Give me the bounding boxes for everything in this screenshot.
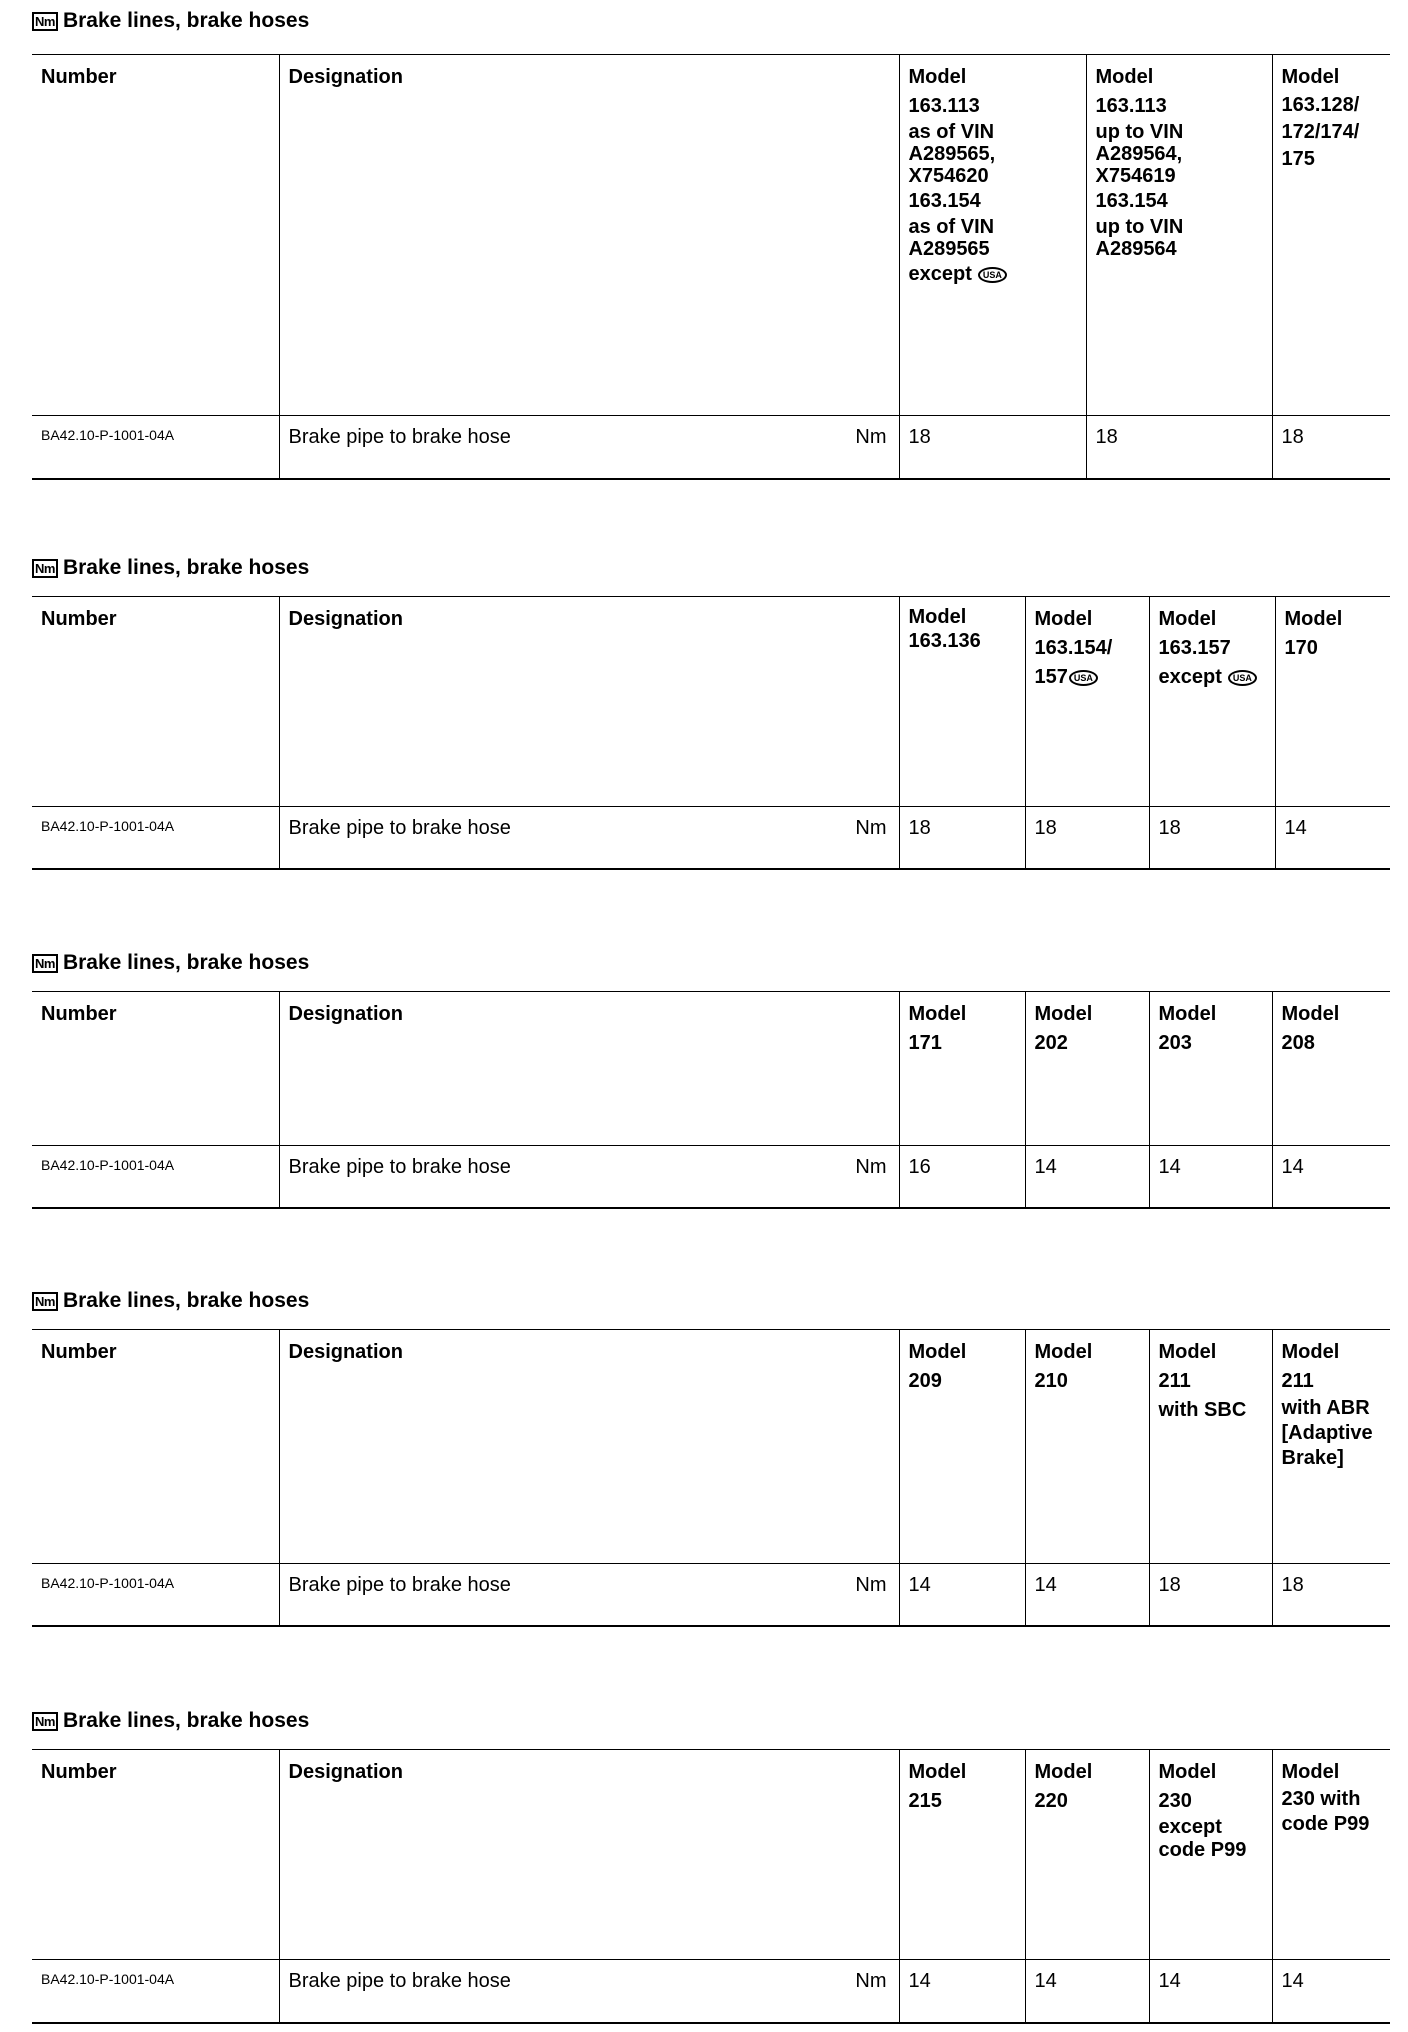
header-model <box>899 55 1086 416</box>
section-heading <box>32 1706 309 1736</box>
header-model <box>1272 1750 1390 1960</box>
usa-icon: USA <box>1228 670 1257 686</box>
model-number: 202 <box>1034 1032 1068 1054</box>
header-model <box>899 992 1025 1146</box>
row-number: BA42.10-P-1001-04A <box>32 807 279 870</box>
header-model <box>1025 1750 1149 1960</box>
section-title: Brake lines, brake hoses <box>62 9 310 32</box>
header-model <box>1272 992 1390 1146</box>
table-header-row <box>32 55 1390 416</box>
model-label: Model <box>908 606 967 628</box>
model-number: 163.154/ <box>1034 637 1113 659</box>
model-label: Model <box>1095 66 1154 88</box>
header-model <box>1149 597 1275 807</box>
table-row <box>32 1564 1390 1627</box>
section-title: Brake lines, brake hoses <box>62 1709 310 1732</box>
torque-value: 14 <box>899 1960 1025 2024</box>
header-number: Number <box>32 597 279 807</box>
header-model <box>1086 55 1272 416</box>
model-number: 171 <box>908 1032 942 1054</box>
model-label: Model <box>908 1761 967 1783</box>
model-label: Model <box>1281 1761 1340 1783</box>
model-label: Model <box>1034 1003 1093 1025</box>
torque-value: 14 <box>1272 1960 1390 2024</box>
model-label: Model <box>1281 1341 1340 1363</box>
nm-torque-icon: Nm <box>32 954 58 973</box>
table-header-row <box>32 597 1390 807</box>
header-designation: Designation <box>279 1330 899 1564</box>
model-label: Model <box>1284 608 1343 630</box>
torque-value: 18 <box>899 416 1086 480</box>
nm-torque-icon: Nm <box>32 12 58 31</box>
header-model <box>899 1750 1025 1960</box>
unit-label: Nm <box>855 426 887 448</box>
designation-text: Brake pipe to brake hose <box>288 1574 511 1596</box>
header-model <box>1275 597 1390 807</box>
designation-text: Brake pipe to brake hose <box>288 1970 511 1992</box>
usa-icon: USA <box>1069 670 1098 686</box>
torque-value: 18 <box>1272 1564 1390 1627</box>
model-label: Model <box>1158 608 1217 630</box>
header-model <box>1149 1750 1272 1960</box>
row-designation <box>279 1146 899 1209</box>
section-heading <box>32 6 309 36</box>
unit-label: Nm <box>855 1156 887 1178</box>
model-label: Model <box>1034 1761 1093 1783</box>
torque-table <box>32 1329 1390 1627</box>
torque-value: 14 <box>1025 1960 1149 2024</box>
torque-value: 14 <box>1025 1564 1149 1627</box>
designation-text: Brake pipe to brake hose <box>288 817 511 839</box>
torque-value: 14 <box>1272 1146 1390 1209</box>
torque-value: 18 <box>899 807 1025 870</box>
torque-value: 14 <box>899 1564 1025 1627</box>
model-number: 211 <box>1281 1370 1314 1392</box>
model-number: 163.154 <box>908 190 981 212</box>
nm-torque-icon: Nm <box>32 1712 58 1731</box>
torque-table <box>32 991 1390 1209</box>
row-designation <box>279 1564 899 1627</box>
model-variant: with ABR [Adaptive Brake] <box>1281 1397 1373 1469</box>
section-title: Brake lines, brake hoses <box>62 556 310 579</box>
table-row <box>32 807 1390 870</box>
model-label: Model <box>1034 1341 1093 1363</box>
model-number: 163.157 <box>1158 637 1231 659</box>
header-model <box>899 597 1025 807</box>
unit-label: Nm <box>855 1970 887 1992</box>
table-row <box>32 1960 1390 2024</box>
header-number: Number <box>32 992 279 1146</box>
header-number: Number <box>32 1750 279 1960</box>
section-heading <box>32 1286 309 1316</box>
torque-value: 18 <box>1149 807 1275 870</box>
model-vin-range: up to VIN A289564 <box>1095 216 1184 260</box>
unit-label: Nm <box>855 1574 887 1596</box>
model-vin-range: as of VIN A289565, X754620 <box>908 121 996 187</box>
torque-value: 18 <box>1149 1564 1272 1627</box>
table-row <box>32 416 1390 480</box>
model-number: 157 <box>1034 666 1068 688</box>
section-title: Brake lines, brake hoses <box>62 1289 310 1312</box>
designation-text: Brake pipe to brake hose <box>288 426 511 448</box>
nm-torque-icon: Nm <box>32 1292 58 1311</box>
model-label: Model <box>1281 66 1340 88</box>
row-number: BA42.10-P-1001-04A <box>32 416 279 480</box>
model-number: 163.113 <box>908 95 980 117</box>
torque-value: 18 <box>1272 416 1390 480</box>
nm-torque-icon: Nm <box>32 559 58 578</box>
usa-icon: USA <box>978 267 1007 283</box>
model-number: 230 <box>1158 1790 1192 1812</box>
table-header-row <box>32 1750 1390 1960</box>
model-variant: except code P99 <box>1158 1816 1247 1861</box>
model-number: 170 <box>1284 637 1318 659</box>
section-title: Brake lines, brake hoses <box>62 951 310 974</box>
model-number: 210 <box>1034 1370 1068 1392</box>
model-vin-range: up to VIN A289564, X754619 <box>1095 121 1184 187</box>
model-label: Model <box>1034 608 1093 630</box>
header-model <box>1272 1330 1390 1564</box>
torque-value: 18 <box>1025 807 1149 870</box>
model-label: Model <box>1158 1003 1217 1025</box>
torque-value: 18 <box>1086 416 1272 480</box>
table-row <box>32 1146 1390 1209</box>
designation-text: Brake pipe to brake hose <box>288 1156 511 1178</box>
model-vin-range: as of VIN A289565 <box>908 216 995 260</box>
header-designation: Designation <box>279 1750 899 1960</box>
model-number: 215 <box>908 1790 942 1812</box>
header-model <box>1149 1330 1272 1564</box>
model-label: Model <box>1158 1761 1217 1783</box>
model-label: Model <box>908 66 967 88</box>
model-number: 203 <box>1158 1032 1192 1054</box>
torque-value: 16 <box>899 1146 1025 1209</box>
table-header-row <box>32 1330 1390 1564</box>
model-number: 163.128/ 172/174/ 175 <box>1281 94 1360 170</box>
model-number: 208 <box>1281 1032 1315 1054</box>
header-model <box>1149 992 1272 1146</box>
torque-table <box>32 596 1390 870</box>
header-model <box>1025 1330 1149 1564</box>
torque-value: 14 <box>1149 1146 1272 1209</box>
header-model <box>1025 597 1149 807</box>
model-variant: with SBC <box>1158 1399 1247 1421</box>
model-label: Model <box>908 1341 967 1363</box>
torque-value: 14 <box>1275 807 1390 870</box>
row-designation <box>279 807 899 870</box>
model-exception: except <box>908 263 972 285</box>
torque-value: 14 <box>1025 1146 1149 1209</box>
model-number: 211 <box>1158 1370 1191 1392</box>
model-number: 163.136 <box>908 630 981 652</box>
model-label: Model <box>1281 1003 1340 1025</box>
header-designation: Designation <box>279 597 899 807</box>
model-label: Model <box>1158 1341 1217 1363</box>
model-variant: 230 with code P99 <box>1281 1788 1370 1835</box>
section-heading <box>32 948 309 978</box>
torque-value: 14 <box>1149 1960 1272 2024</box>
row-number: BA42.10-P-1001-04A <box>32 1146 279 1209</box>
section-heading <box>32 553 309 583</box>
header-number: Number <box>32 55 279 416</box>
model-label: Model <box>908 1003 967 1025</box>
unit-label: Nm <box>855 817 887 839</box>
model-number: 209 <box>908 1370 942 1392</box>
header-designation: Designation <box>279 55 899 416</box>
row-number: BA42.10-P-1001-04A <box>32 1960 279 2024</box>
row-designation <box>279 416 899 480</box>
model-exception: except <box>1158 666 1222 688</box>
model-number: 163.154 <box>1095 190 1168 212</box>
row-designation <box>279 1960 899 2024</box>
header-model <box>899 1330 1025 1564</box>
torque-table <box>32 1749 1390 2024</box>
header-designation: Designation <box>279 992 899 1146</box>
table-header-row <box>32 992 1390 1146</box>
model-number: 163.113 <box>1095 95 1167 117</box>
header-model <box>1025 992 1149 1146</box>
row-number: BA42.10-P-1001-04A <box>32 1564 279 1627</box>
torque-table <box>32 54 1390 480</box>
model-number: 220 <box>1034 1790 1068 1812</box>
header-model <box>1272 55 1390 416</box>
header-number: Number <box>32 1330 279 1564</box>
